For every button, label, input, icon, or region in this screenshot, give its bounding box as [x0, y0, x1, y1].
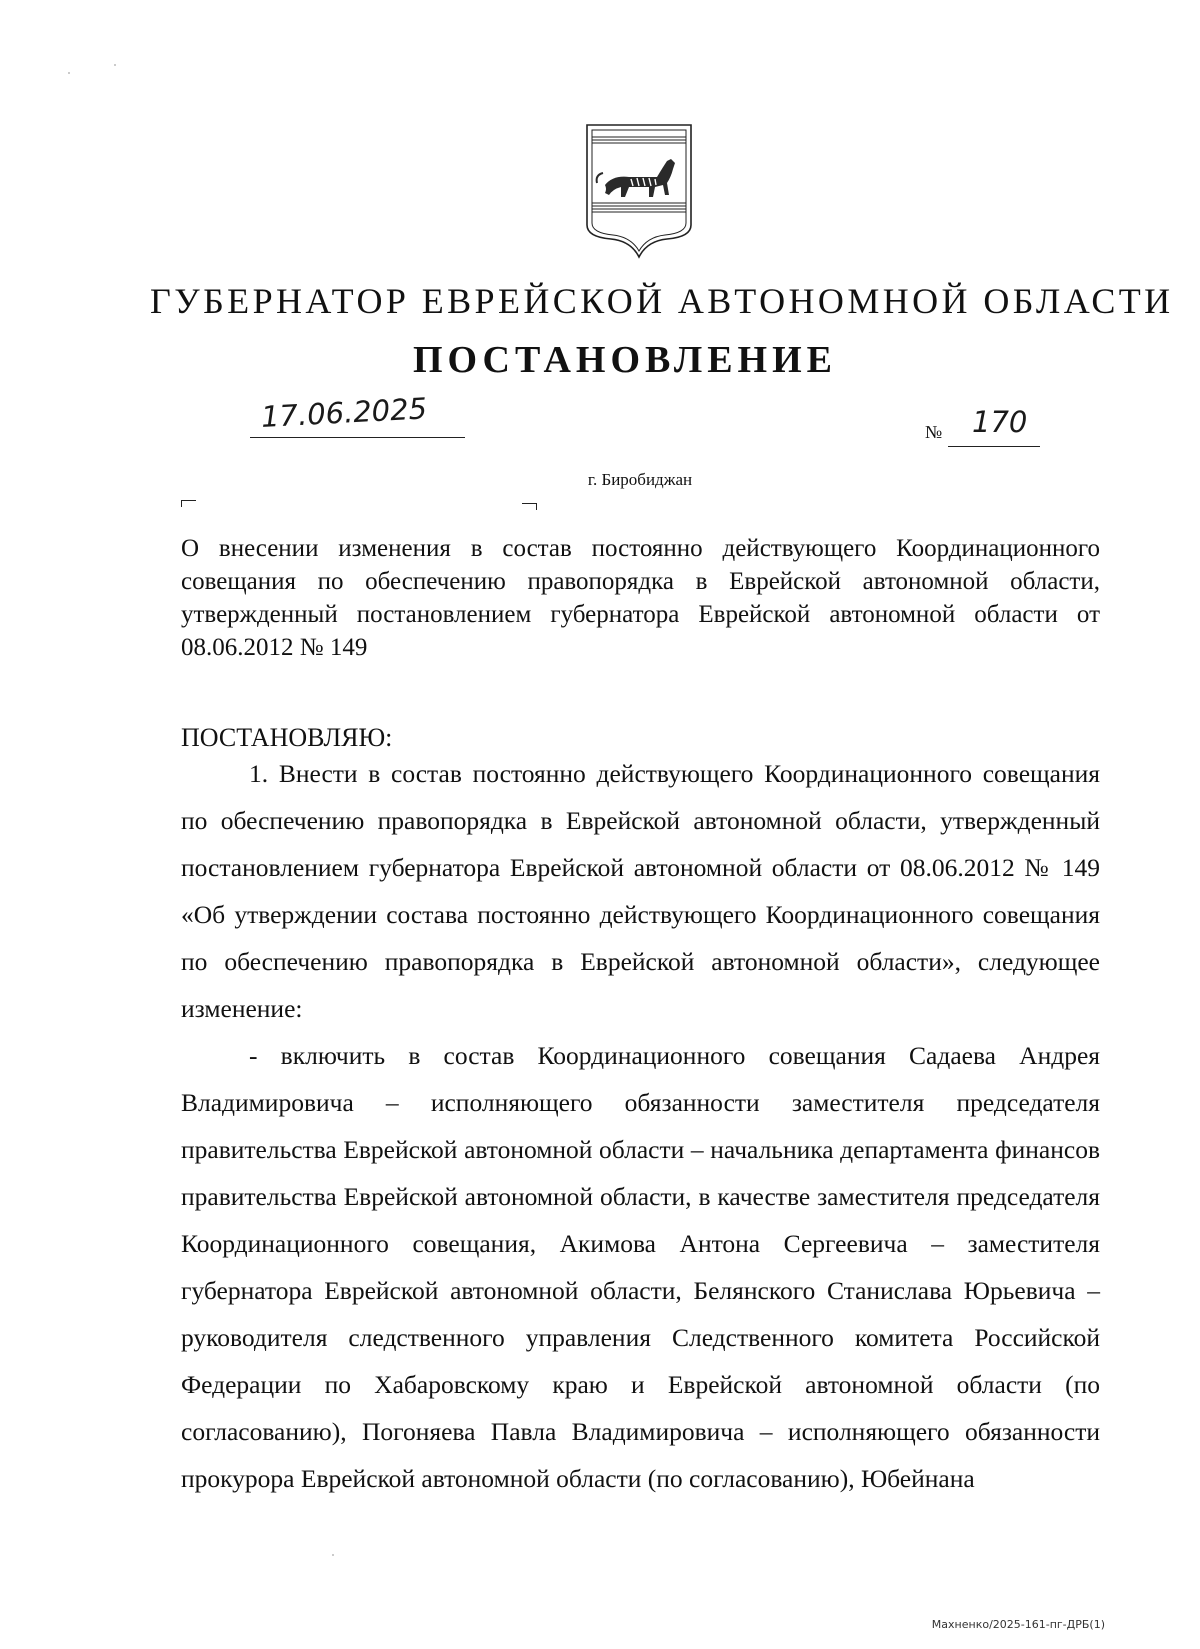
handwritten-date: 17.06.2025: [260, 391, 428, 434]
number-label: №: [925, 422, 943, 442]
decree-word: ПОСТАНОВЛЯЮ:: [181, 723, 393, 752]
body-paragraph-2: - включить в состав Координационного совещания Садаева Андрея Владимировича – исполняющего обязанности заместителя председателя правительства Еврейской автономной области – начальника департамента финансов правительства Еврейской автономной области, в качестве заместителя председателя Координационного совещания, Акимова Антона Сергеевича – заместителя губернатора Еврейской автономной области, Белянского Станислава Юрьевича – руководителя следственного управления Следственного комитета Российской Федерации по Хабаровскому краю и Еврейской автономной области (по согласованию), Погоняева Павла Владимировича – исполняющего обязанности прокурора Еврейской автономной области (по согласованию), Юбейнана: [181, 1041, 1100, 1493]
scan-speck: [332, 1554, 334, 1556]
document-type-title: ПОСТАНОВЛЕНИЕ: [412, 339, 838, 381]
authority-heading: ГУБЕРНАТОР ЕВРЕЙСКОЙ АВТОНОМНОЙ ОБЛАСТИ: [150, 281, 1174, 321]
right-corner-mark: [522, 503, 537, 510]
date-underline: [250, 437, 465, 438]
city-line: г. Биробиджан: [587, 470, 693, 489]
document-subject: О внесении изменения в состав постоянно действующего Координационного совещания по обеспечению правопорядка в Еврейской автономной области, утвержденный постановлением губернатора Еврейской автономной области от 08.06.2012 № 149: [181, 535, 1100, 661]
handwritten-number: 170: [972, 405, 1028, 439]
coat-of-arms-tiger-icon: [583, 123, 695, 259]
left-corner-mark: [181, 500, 196, 507]
scan-speck: [68, 72, 70, 74]
scan-speck: [114, 64, 116, 66]
number-underline: [948, 446, 1040, 447]
footer-reference: Махненко/2025-161-пг-ДРБ(1): [931, 1618, 1105, 1631]
document-body: [181, 750, 1100, 1502]
body-paragraph-1: 1. Внести в состав постоянно действующего Координационного совещания по обеспечению правопорядка в Еврейской автономной области, утвержденный постановлением губернатора Еврейской автономной области от 08.06.2012 № 149 «Об утверждении состава постоянно действующего Координационного совещания по обеспечению правопорядка в Еврейской автономной области», следующее изменение:: [181, 759, 1100, 1023]
